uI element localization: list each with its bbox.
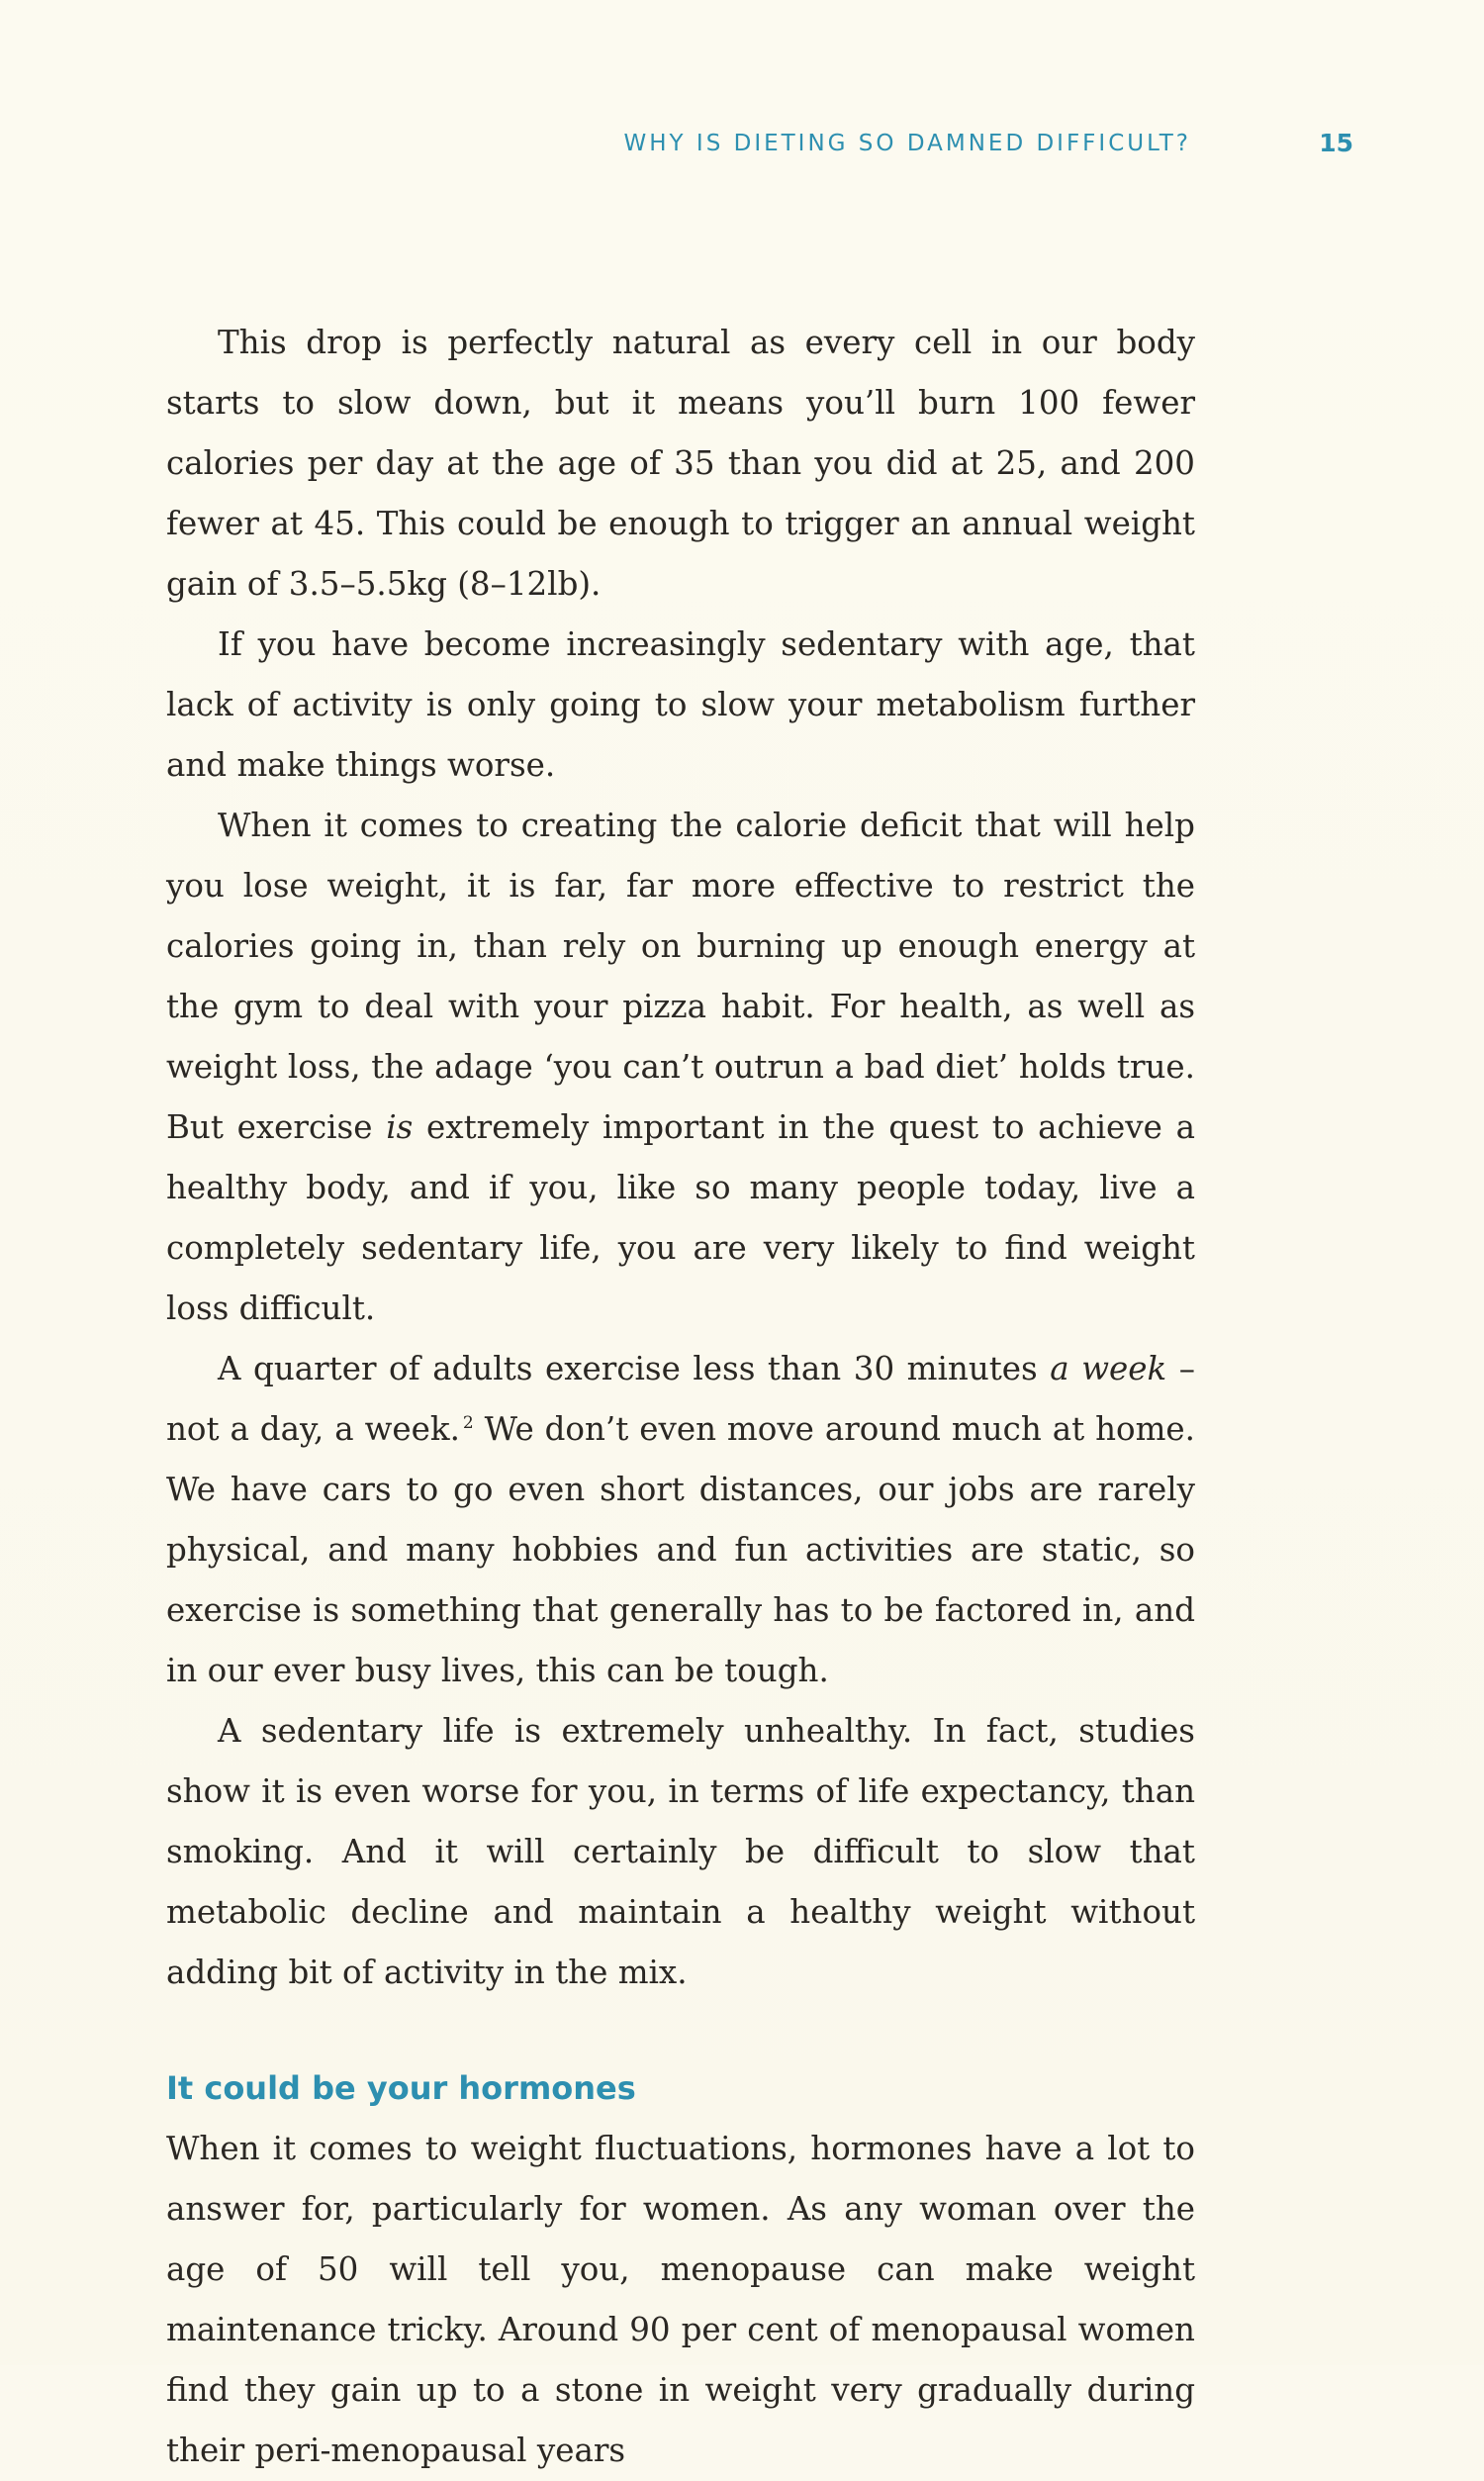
paragraph	[166, 796, 1195, 1339]
paragraph-text: extremely important in the quest to achieve a healthy body, and if you, like so many people today, live a completely sedentary life, you are very likely to find weight loss difficult.	[166, 1108, 1195, 1327]
section-heading: It could be your hormones	[166, 2069, 636, 2107]
paragraph-text: A quarter of adults exercise less than 30 minutes	[218, 1350, 1051, 1387]
italic-emphasis: is	[386, 1108, 414, 1146]
paragraph: When it comes to weight fluctuations, hormones have a lot to answer for, particularly for women. As any woman over the age of 50 will tell you, menopause can make weight maintenance tricky. Around 90 per cent of menopausal women find they gain up to a stone in weight very gradually during their peri-menopausal years	[166, 2130, 1195, 2469]
paragraph-text: When it comes to creating the calorie deficit that will help you lose weight, it is far, far more effective to restrict the calories going in, than rely on burning up enough energy at the gym to deal with your pizza habit. For health, as well as weight loss, the adage ‘you can’t outrun a bad diet’ holds true. But exercise	[166, 807, 1195, 1146]
paragraph-text: – not a day, a week.	[166, 1350, 1195, 1448]
body-text	[166, 313, 1195, 2481]
paragraph-text: We don’t even move around much at home. We have cars to go even short distances, our jobs are rarely physical, and many hobbies and fun activities are static, so exercise is something that generally has to be factored in, and in our ever busy lives, this can be tough.	[166, 1410, 1195, 1689]
italic-emphasis: a week	[1050, 1350, 1167, 1387]
paragraph: This drop is perfectly natural as every cell in our body starts to slow down, but it means you’ll burn 100 fewer calories per day at the age of 35 than you did at 25, and 200 fewer at 45. This could be enough to trigger an annual weight gain of 3.5–5.5kg (8–12lb).	[166, 324, 1195, 603]
page-number: 15	[1319, 129, 1353, 157]
footnote-reference: 2	[462, 1413, 474, 1434]
paragraph: If you have become increasingly sedentary with age, that lack of activity is only going to slow your metabolism further and make things worse.	[166, 625, 1195, 784]
paragraph	[166, 1339, 1195, 1701]
paragraph: A sedentary life is extremely unhealthy. In fact, studies show it is even worse for you, in terms of life expectancy, than smoking. And it will certainly be difficult to slow that metabolic decline and maintain a healthy weight without adding bit of activity in the mix.	[166, 1712, 1195, 1991]
running-header: WHY IS DIETING SO DAMNED DIFFICULT?	[623, 131, 1191, 156]
